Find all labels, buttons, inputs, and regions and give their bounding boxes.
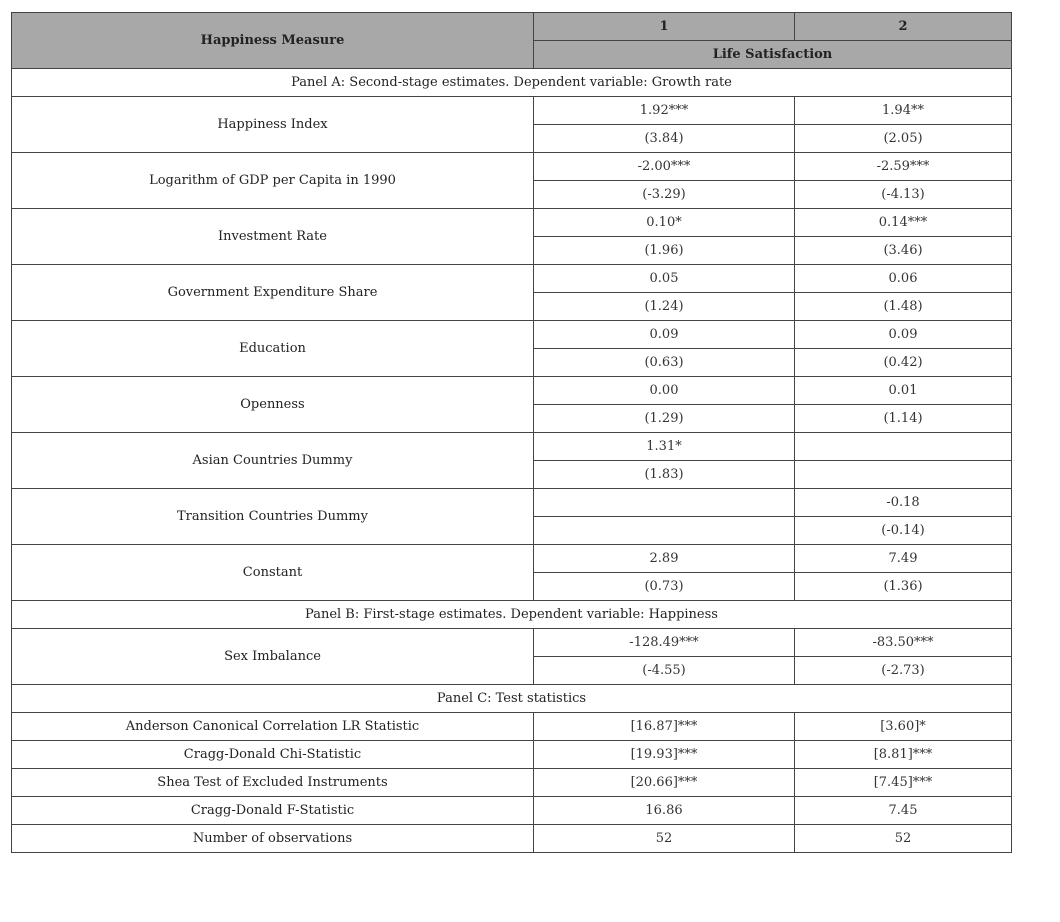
coefficient-row bbox=[12, 321, 1012, 349]
statistic-label: Anderson Canonical Correlation LR Statistic bbox=[12, 713, 534, 741]
table-body bbox=[12, 69, 1012, 853]
statistic-col2: [3.60]* bbox=[795, 713, 1012, 741]
statistic-col2: [8.81]*** bbox=[795, 741, 1012, 769]
statistic-row bbox=[12, 825, 1012, 853]
tstat-col1: (3.84) bbox=[534, 125, 795, 153]
tstat-col1 bbox=[534, 517, 795, 545]
row-label-header: Happiness Measure bbox=[12, 13, 534, 69]
regression-results-table bbox=[11, 12, 1012, 853]
panel-title: Panel A: Second-stage estimates. Dependent variable: Growth rate bbox=[12, 69, 1012, 97]
column-2-header: 2 bbox=[795, 13, 1012, 41]
coefficient-col1: 2.89 bbox=[534, 545, 795, 573]
coefficient-col1: 0.10* bbox=[534, 209, 795, 237]
coefficient-row bbox=[12, 265, 1012, 293]
tstat-col2: (1.36) bbox=[795, 573, 1012, 601]
tstat-col2: (2.05) bbox=[795, 125, 1012, 153]
coefficient-row bbox=[12, 545, 1012, 573]
coefficient-col2: -2.59*** bbox=[795, 153, 1012, 181]
tstat-col2: (1.48) bbox=[795, 293, 1012, 321]
coefficient-row bbox=[12, 433, 1012, 461]
coefficient-col2 bbox=[795, 433, 1012, 461]
tstat-col1: (1.24) bbox=[534, 293, 795, 321]
coefficient-col2: 0.01 bbox=[795, 377, 1012, 405]
coefficient-col2: -83.50*** bbox=[795, 629, 1012, 657]
tstat-col1: (1.83) bbox=[534, 461, 795, 489]
statistic-row bbox=[12, 797, 1012, 825]
variable-label: Happiness Index bbox=[12, 97, 534, 153]
statistic-col2: 52 bbox=[795, 825, 1012, 853]
statistic-col1: [16.87]*** bbox=[534, 713, 795, 741]
coefficient-col1: -128.49*** bbox=[534, 629, 795, 657]
variable-label: Logarithm of GDP per Capita in 1990 bbox=[12, 153, 534, 209]
tstat-col2 bbox=[795, 461, 1012, 489]
tstat-col2: (-4.13) bbox=[795, 181, 1012, 209]
statistic-row bbox=[12, 713, 1012, 741]
statistic-label: Cragg-Donald Chi-Statistic bbox=[12, 741, 534, 769]
statistic-label: Number of observations bbox=[12, 825, 534, 853]
tstat-col2: (3.46) bbox=[795, 237, 1012, 265]
coefficient-col1: 1.92*** bbox=[534, 97, 795, 125]
variable-label: Asian Countries Dummy bbox=[12, 433, 534, 489]
tstat-col1: (1.29) bbox=[534, 405, 795, 433]
statistic-row bbox=[12, 741, 1012, 769]
coefficient-col2: 1.94** bbox=[795, 97, 1012, 125]
panel-title: Panel B: First-stage estimates. Dependent variable: Happiness bbox=[12, 601, 1012, 629]
tstat-col2: (-0.14) bbox=[795, 517, 1012, 545]
tstat-col2: (0.42) bbox=[795, 349, 1012, 377]
panel-title-row bbox=[12, 69, 1012, 97]
coefficient-col1: 0.00 bbox=[534, 377, 795, 405]
variable-label: Sex Imbalance bbox=[12, 629, 534, 685]
tstat-col1: (1.96) bbox=[534, 237, 795, 265]
variable-label: Government Expenditure Share bbox=[12, 265, 534, 321]
coefficient-col2: 0.06 bbox=[795, 265, 1012, 293]
statistic-col1: [19.93]*** bbox=[534, 741, 795, 769]
variable-label: Investment Rate bbox=[12, 209, 534, 265]
statistic-col1: [20.66]*** bbox=[534, 769, 795, 797]
statistic-col1: 52 bbox=[534, 825, 795, 853]
statistic-label: Shea Test of Excluded Instruments bbox=[12, 769, 534, 797]
coefficient-col2: 7.49 bbox=[795, 545, 1012, 573]
tstat-col1: (-4.55) bbox=[534, 657, 795, 685]
statistic-row bbox=[12, 769, 1012, 797]
table-header bbox=[12, 13, 1012, 69]
statistic-col2: 7.45 bbox=[795, 797, 1012, 825]
panel-title-row bbox=[12, 601, 1012, 629]
happiness-measure-header: Life Satisfaction bbox=[534, 41, 1012, 69]
coefficient-row bbox=[12, 489, 1012, 517]
variable-label: Education bbox=[12, 321, 534, 377]
panel-title: Panel C: Test statistics bbox=[12, 685, 1012, 713]
tstat-col1: (0.73) bbox=[534, 573, 795, 601]
coefficient-col1: 0.09 bbox=[534, 321, 795, 349]
coefficient-row bbox=[12, 377, 1012, 405]
variable-label: Constant bbox=[12, 545, 534, 601]
tstat-col2: (1.14) bbox=[795, 405, 1012, 433]
tstat-col1: (-3.29) bbox=[534, 181, 795, 209]
coefficient-col2: 0.14*** bbox=[795, 209, 1012, 237]
variable-label: Transition Countries Dummy bbox=[12, 489, 534, 545]
tstat-col2: (-2.73) bbox=[795, 657, 1012, 685]
variable-label: Openness bbox=[12, 377, 534, 433]
coefficient-col1 bbox=[534, 489, 795, 517]
coefficient-col1: 1.31* bbox=[534, 433, 795, 461]
coefficient-row bbox=[12, 153, 1012, 181]
coefficient-col1: 0.05 bbox=[534, 265, 795, 293]
statistic-col2: [7.45]*** bbox=[795, 769, 1012, 797]
coefficient-row bbox=[12, 209, 1012, 237]
coefficient-col2: 0.09 bbox=[795, 321, 1012, 349]
coefficient-row bbox=[12, 629, 1012, 657]
panel-title-row bbox=[12, 685, 1012, 713]
tstat-col1: (0.63) bbox=[534, 349, 795, 377]
column-1-header: 1 bbox=[534, 13, 795, 41]
statistic-label: Cragg-Donald F-Statistic bbox=[12, 797, 534, 825]
statistic-col1: 16.86 bbox=[534, 797, 795, 825]
coefficient-col1: -2.00*** bbox=[534, 153, 795, 181]
coefficient-col2: -0.18 bbox=[795, 489, 1012, 517]
coefficient-row bbox=[12, 97, 1012, 125]
